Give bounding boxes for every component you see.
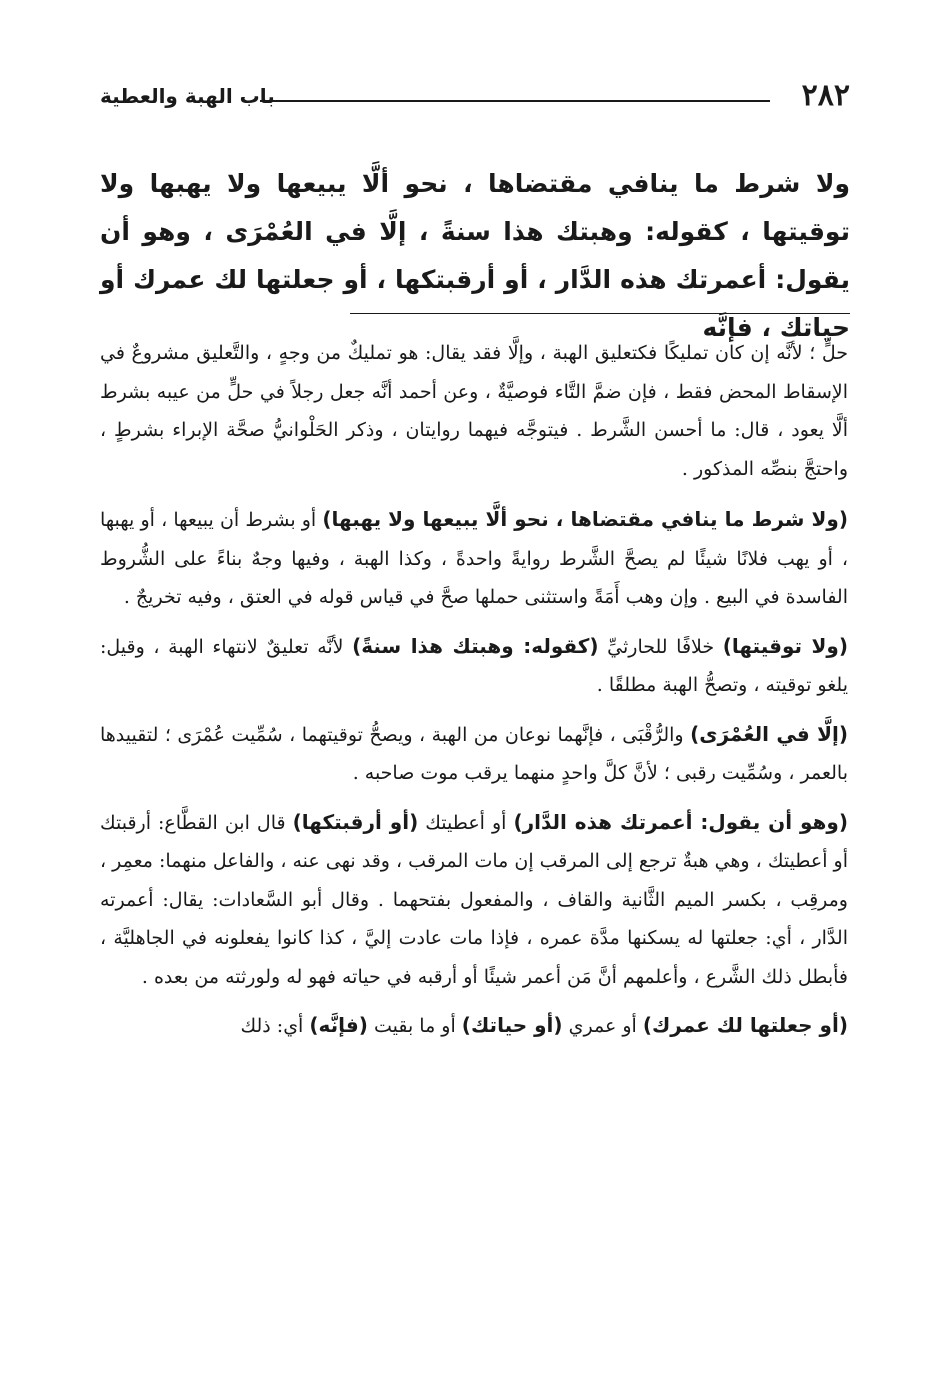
- commentary-text: أو بشرط أن يبيعها ، أو يهبها ، أو يهب فلانًا شيئًا لم يصحَّ الشَّرط روايةً واحدةً ، وكذا الهبة ، وفيها وجهٌ بناءً على الشُّروط الفاسدة في البيع . وإن وهب أَمَةً واستثنى حملها صحَّ في قياس قوله في العتق ، وفيه تخريجٌ .: [100, 509, 848, 608]
- quoted-main-text: (ولا شرط ما ينافي مقتضاها ، نحو ألَّا يبيعها ولا يهبها): [322, 507, 848, 531]
- quoted-main-text: (وهو أن يقول: أعمرتك هذه الدَّار): [513, 809, 848, 834]
- running-title: باب الهبة والعطية: [100, 84, 275, 108]
- header-rule: [260, 100, 770, 102]
- main-text: ولا شرط ما ينافي مقتضاها ، نحو ألَّا يبيعها ولا يهبها ولا توقيتها ، كقوله: وهبتك هذا سنةً ، إلَّا في العُمْرَى ، وهو أن يقول: أعمرتك هذه الدَّار ، أو أرقبتكها ، أو جعلتها لك عمرك أو حياتك ، فإنَّه: [100, 169, 850, 342]
- commentary-text: خلافًا للحارثيِّ: [598, 635, 723, 658]
- commentary-paragraph: [100, 1006, 848, 1046]
- commentary-paragraph: حلٍّ ؛ لأنَّه إن كان تمليكًا فكتعليق الهبة ، وإلَّا فقد يقال: هو تمليكٌ من وجهٍ ، والتَّعليق مشروعٌ في الإسقاط المحض فقط ، فإن ضمَّ التَّاء فوصيَّةٌ ، وعن أحمد أنَّه جعل رجلاً في حلٍّ من عيبه بشرط ألَّا يعود ، قال: ما أحسن الشَّرط . فيتوجَّه فيهما روايتان ، وذكر الحَلْوانيُّ صحَّة الإبراء بشرطٍ ، واحتجَّ بنصِّه المذكور .: [100, 342, 848, 480]
- commentary-paragraph: [100, 627, 848, 705]
- commentary: [100, 334, 848, 1056]
- page-number: ٢٨٢: [801, 78, 850, 113]
- commentary-text: لأنَّه تعليقٌ لانتهاء الهبة ، وقيل: يلغو توقيته ، وتصحُّ الهبة مطلقًا .: [100, 635, 848, 696]
- footnote-divider: [350, 313, 850, 314]
- commentary-paragraph: [100, 715, 848, 793]
- commentary-text: قال ابن القطَّاع: أرقبتك أو أعطيتك ، وهي هبةٌ ترجع إلى المرقب إن مات المرقب ، وقد نهى عنه ، والفاعل منهما: معمِر ، ومرقِب ، بكسر الميم الثَّانية والقاف ، والمفعول بفتحهما . وقال أبو السَّعادات: يقال: أعمرته الدَّار ، أي: جعلتها له يسكنها مدَّة عمره ، فإذا مات عادت إليَّ ، كذا كانوا يفعلونه في الجاهليَّة ، فأبطل ذلك الشَّرع ، وأعلمهم أنَّ مَن أعمر شيئًا أو أرقبه في حياته فهو له ولورثته من بعده .: [100, 811, 848, 988]
- quoted-main-text: (فإنَّه): [309, 1013, 368, 1037]
- quoted-main-text: (أو جعلتها لك عمرك): [642, 1013, 848, 1037]
- quoted-main-text: (أو حياتك): [461, 1013, 563, 1037]
- commentary-text: أي: ذلك: [240, 1015, 310, 1037]
- quoted-main-text: (أو أرقبتكها): [292, 809, 419, 834]
- commentary-paragraph: [100, 500, 848, 617]
- commentary-text: أو ما بقيت: [367, 1015, 462, 1037]
- commentary-paragraph: [100, 803, 848, 997]
- quoted-main-text: (كقوله: وهبتك هذا سنةً): [352, 633, 599, 658]
- quoted-main-text: (إلَّا في العُمْرَى): [690, 721, 848, 746]
- quoted-main-text: (ولا توقيتها): [722, 633, 848, 658]
- commentary-text: أو أعطيتك: [418, 811, 514, 834]
- commentary-text: والرُّقْبَى ، فإنَّهما نوعان من الهبة ، ويصحُّ توقيتهما ، سُمِّيت عُمْرَى ؛ لتقييدها بالعمر ، وسُمِّيت رقبى ؛ لأنَّ كلَّ واحدٍ منهما يرقب موت صاحبه .: [100, 723, 848, 784]
- page-header: [100, 78, 850, 118]
- commentary-text: أو عمري: [562, 1015, 643, 1037]
